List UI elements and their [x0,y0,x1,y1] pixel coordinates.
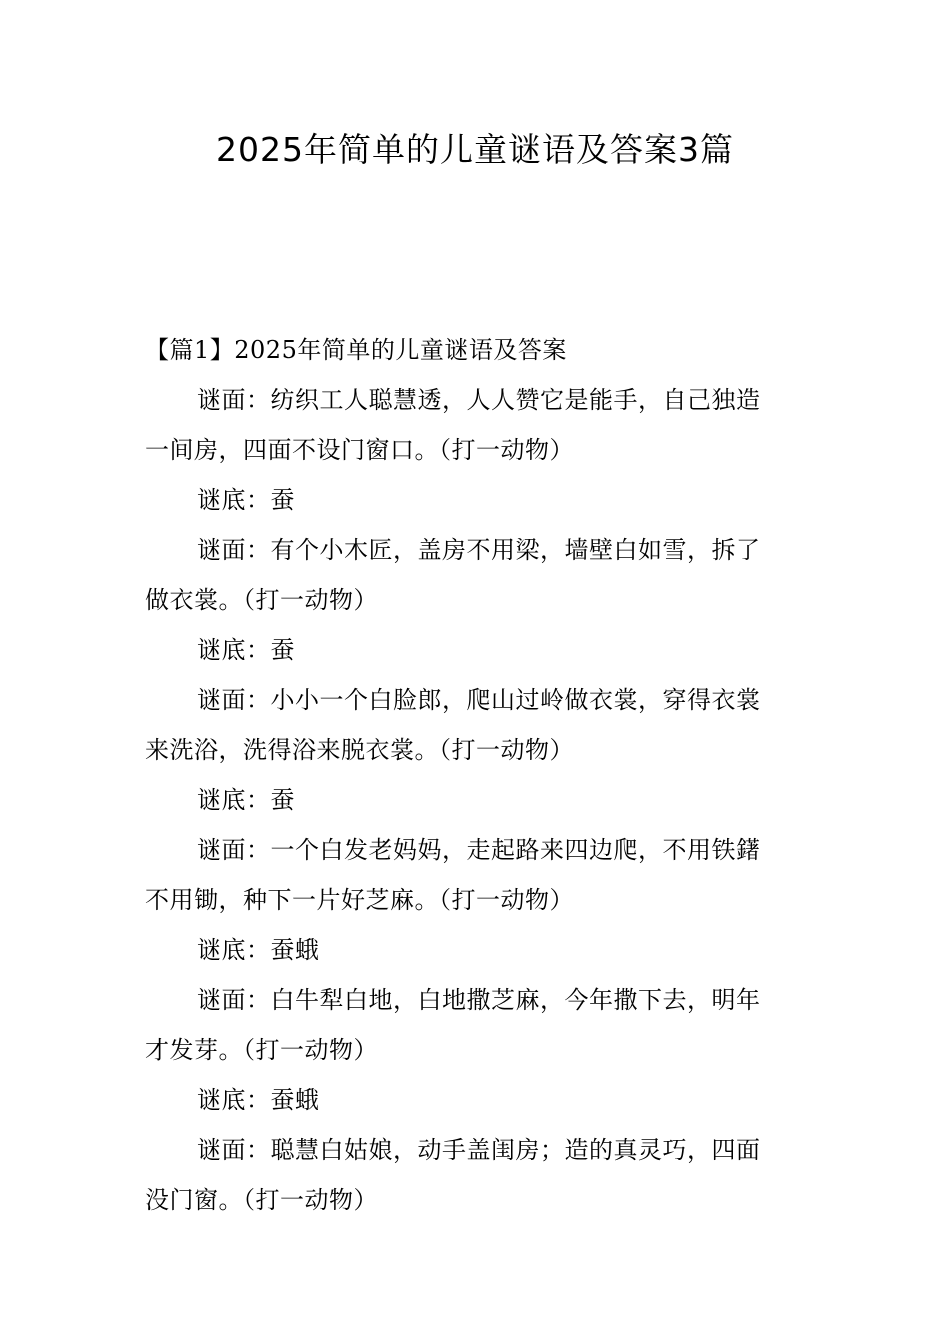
paragraph-line: 谜底：蚕 [197,636,295,664]
paragraph-line: 谜底：蚕蛾 [197,936,320,964]
document-title: 2025年简单的儿童谜语及答案3篇 [216,130,734,169]
paragraph-line: 不用锄，种下一片好芝麻。（打一动物） [145,886,574,914]
paragraph-line: 做衣裳。（打一动物） [145,586,378,614]
paragraph-line: 谜底：蚕 [197,486,295,514]
paragraph-line: 谜面：一个白发老妈妈，走起路来四边爬，不用铁鐯 [197,836,761,864]
paragraph-line: 没门窗。（打一动物） [145,1186,378,1214]
paragraph-line: 一间房，四面不设门窗口。（打一动物） [145,436,574,464]
paragraph-line: 谜面：白牛犁白地，白地撒芝麻，今年撒下去，明年 [197,986,761,1014]
paragraph-line: 来洗浴，洗得浴来脱衣裳。（打一动物） [145,736,574,764]
paragraph-line: 谜面：有个小木匠，盖房不用梁，墙壁白如雪，拆了 [197,536,761,564]
section-heading: 【篇1】2025年简单的儿童谜语及答案 [145,336,567,364]
document-body [145,325,807,1225]
paragraph-line: 才发芽。（打一动物） [145,1036,378,1064]
paragraph-line: 谜面：纺织工人聪慧透，人人赞它是能手，自己独造 [197,386,761,414]
paragraph-line: 谜底：蚕蛾 [197,1086,320,1114]
paragraph-line: 谜面：小小一个白脸郎，爬山过岭做衣裳，穿得衣裳 [197,686,761,714]
paragraph-line: 谜面：聪慧白姑娘，动手盖闺房；造的真灵巧，四面 [197,1136,761,1164]
paragraph-line: 谜底：蚕 [197,786,295,814]
